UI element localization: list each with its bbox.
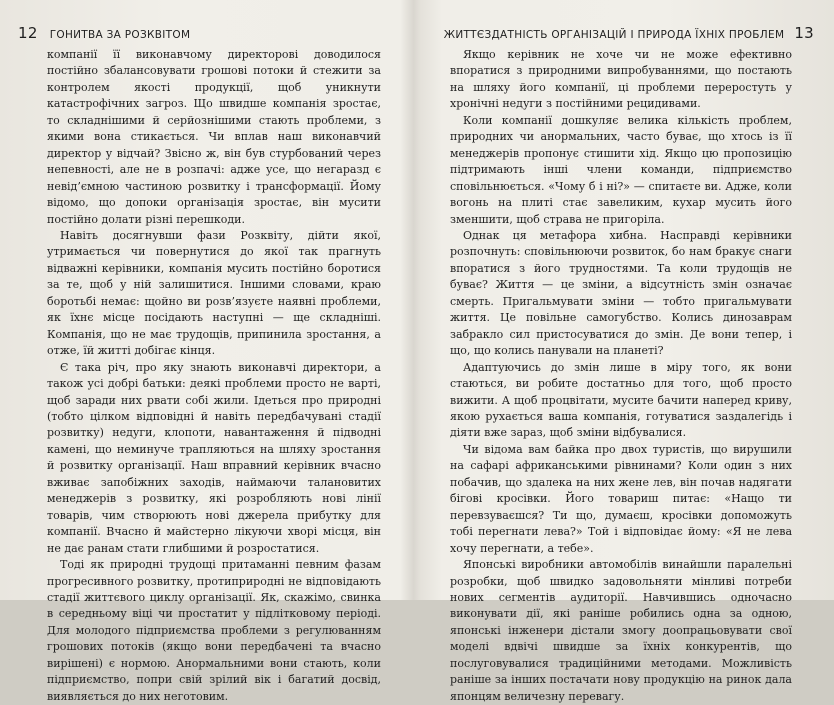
paragraph: Коли компанії дошкуляє велика кількість проблем, природних чи анормальних, часто буває, що хтось із її менеджерів пропонує стишити хід. Якщо цю пропозицію підтримають інші члени команди, підприємство сповільнюється. «Чому б і ні?» — спитаєте ви. Адже, коли вогонь на плиті стає завеликим, кухар мусить його зменшити, щоб страва не пригоріла.	[450, 113, 792, 226]
paragraph: Навіть досягнувши фази Розквіту, дійти якої, утримається чи повернутися до якої так прагнуть відважні керівники, компанія мусить постійно боротися за те, щоб у ній залишитися. Іншими словами, краю боротьбі немає: щойно ви розв’язуєте наявні проблеми, як їхнє місце посідають наступні — ще складніші. Компанія, що не має трудощів, припинила зростання, а отже, їй житті добігає кінця.	[47, 228, 381, 358]
left-page	[0, 0, 412, 703]
paragraph: Однак ця метафора хибна. Насправді керівники розпочнуть: сповільнюючи розвиток, бо нам бракує снаги впоратися з його трудностями. Та коли трудощів не буває? Життя — це зміни, а відсутність змін означає смерть. Пригальмувати зміни — тобто пригальмувати життя. Це повільне самогубство. Колись динозаврам забракло сил пристосуватися до змін. Де вони тепер, і що, що колись панували на планеті?	[450, 228, 792, 358]
paragraph: Є така річ, про яку знають виконавчі директори, а також усі добрі батьки: деякі проблеми просто не варті, щоб заради них рвати собі жили. Ідеться про природні (тобто цілком відповідні й навіть передбачувані стадії розвитку) недуги, клопоти, навантаження й підводні камені, що неминуче трапляються на шляху зростання й розвитку організації. Наш вправний керівник вчасно вживає запобіжних заходів, наймаючи талановитих менеджерів з розвитку, які розробляють нові лінії товарів, чим створюють нові джерела прибутку для компанії. Вчасно й майстерно лікуючи хворі місця, він не дає ранам стати глибшими й розростатися.	[47, 360, 381, 555]
left-page-number: 12	[18, 24, 38, 42]
right-page	[422, 0, 834, 703]
right-running-head-title: ЖИТТЄЗДАТНІСТЬ ОРГАНІЗАЦІЙ І ПРИРОДА ЇХНІХ ПРОБЛЕМ	[443, 29, 785, 41]
paragraph: Чи відома вам байка про двох туристів, що вирушили на сафарі африканськими рівнинами? Коли один з них побачив, що здалека на них жене лев, він почав надягати бігові кросівки. Його товариш питає: «Нащо ти перевзуваєшся? Ти що, думаєш, кросівки допоможуть тобі перегнати лева?» Той і відповідає йому: «Я не лева хочу перегнати, а тебе».	[450, 442, 792, 555]
right-body-text	[450, 47, 792, 705]
paragraph: Адаптуючись до змін лише в міру того, як вони стаються, ви робите достатньо для того, щоб просто вижити. А щоб процвітати, мусите бачити наперед криву, якою рухається ваша компанія, готуватися заздалегідь і діяти вже зараз, щоб зміни відбувалися.	[450, 360, 792, 440]
paragraph: Якщо керівник не хоче чи не може ефективно впоратися з природними випробуваннями, що постають на шляху його компанії, ці проблеми переростуть у хронічні недуги з постійними рецидивами.	[450, 48, 792, 111]
paragraph: компанії її виконавчому директорові доводилося постійно збалансовувати грошові потоки й стежити за контролем якості продукції, щоб уникнути катастрофічних загроз. Що швидше компанія зростає, то складнішими й серйознішими стають проблеми, з якими вона стикається. Чи вплав наш виконавчий директор у відчай? Звісно ж, він був стурбований через непевності, але не в розпачі: адже усе, що негаразд є невід’ємною частиною розвитку і трансформації. Йому відомо, що допоки організація зростає, він мусити постійно долати різні перешкоди.	[47, 48, 381, 226]
right-running-head	[444, 24, 814, 42]
left-running-head	[18, 24, 190, 42]
paragraph: Тоді як природні трудощі притаманні певним фазам прогресивного розвитку, протиприродні не відповідають стадії життєвого циклу організації. Як, скажімо, свинка в середньому віці чи простатит у підлітковому періоді. Для молодого підприємства проблеми з регулюванням грошових потоків (якщо вони передбачені та вчасно вирішені) є нормою. Анормальними вони стають, коли підприємство, попри свій зрілий вік і багатий досвід, виявляється до них неготовим.	[47, 558, 381, 703]
left-body-text	[47, 47, 381, 705]
right-page-number: 13	[794, 24, 814, 42]
paragraph: Японські виробники автомобілів винайшли паралельні розробки, щоб швидко задовольняти мінливі потреби нових сегментів аудиторії. Навчившись одночасно виконувати дії, які раніше робились одна за одною, японські інженери дістали змогу доопрацьовувати свої моделі вдвічі швидше за їхніх конкурентів, що послуговувалися традиційними методами. Можливість раніше за інших постачати нову продукцію на ринок дала японцям величезну перевагу.	[450, 558, 792, 703]
left-running-head-title: ГОНИТВА ЗА РОЗКВІТОМ	[49, 29, 191, 41]
